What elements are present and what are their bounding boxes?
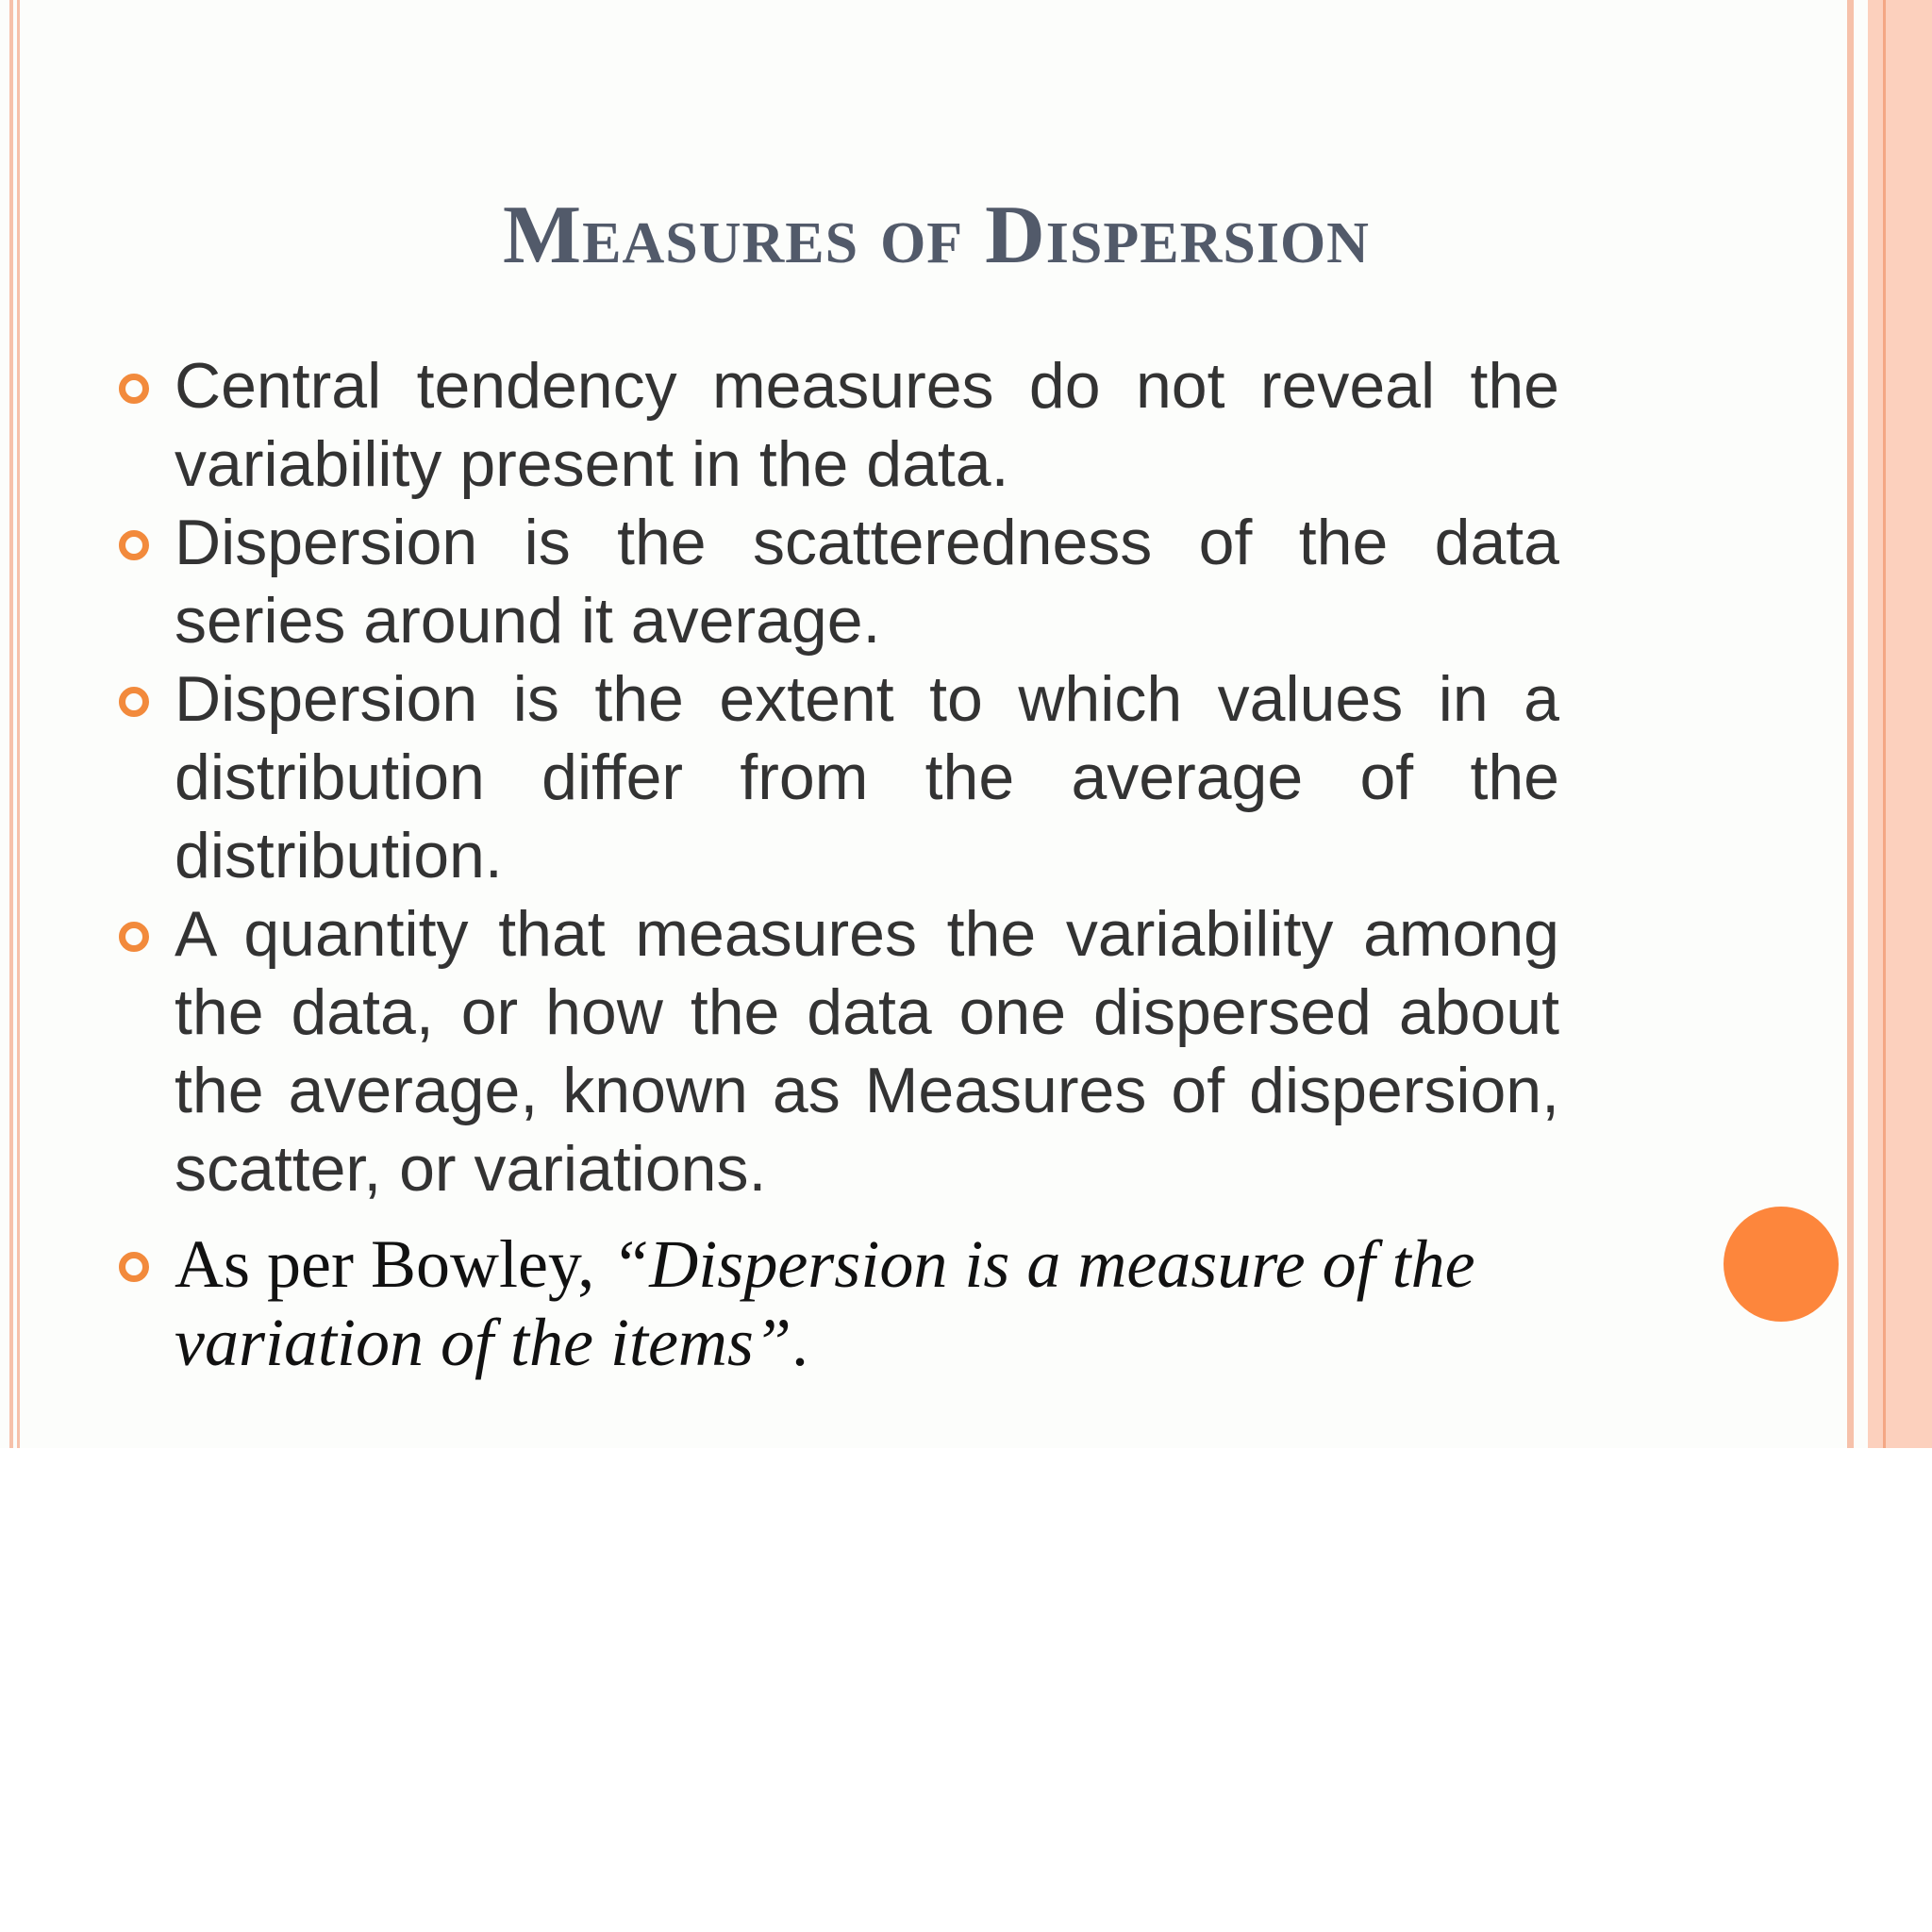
quote-italic-text: “Dispersion is a measure of the variation of the items” [175, 1226, 1475, 1380]
right-border-stripe-dark [1883, 0, 1886, 1448]
bullet-text: A quantity that measures the variability among the data, or how the data one dispersed about the average, known as Measures of dispersion, scatter, or variations. [175, 898, 1559, 1205]
circle-bullet-icon [119, 530, 149, 560]
bullet-item [175, 660, 1559, 895]
orange-circle-decoration [1724, 1207, 1839, 1322]
circle-bullet-icon [119, 374, 149, 404]
bullet-item [175, 504, 1559, 660]
bullet-text: Dispersion is the scatteredness of the data series around it average. [175, 507, 1559, 657]
quote-suffix: . [791, 1305, 808, 1380]
bullet-item [175, 895, 1559, 1208]
circle-bullet-icon [119, 1252, 149, 1282]
bullet-item [175, 347, 1559, 504]
bullet-text: Central tendency measures do not reveal the variability present in the data. [175, 350, 1559, 500]
slide-title: Measures of Dispersion [503, 190, 1370, 281]
right-border-band [1868, 0, 1932, 1448]
circle-bullet-icon [119, 687, 149, 717]
bowley-quote-item [175, 1225, 1559, 1382]
bullet-text: Dispersion is the extent to which values in a distribution differ from the average of the distribution. [175, 663, 1559, 891]
bullet-list [175, 347, 1559, 1382]
quote-prefix: As per Bowley, [175, 1226, 612, 1302]
circle-bullet-icon [119, 922, 149, 952]
